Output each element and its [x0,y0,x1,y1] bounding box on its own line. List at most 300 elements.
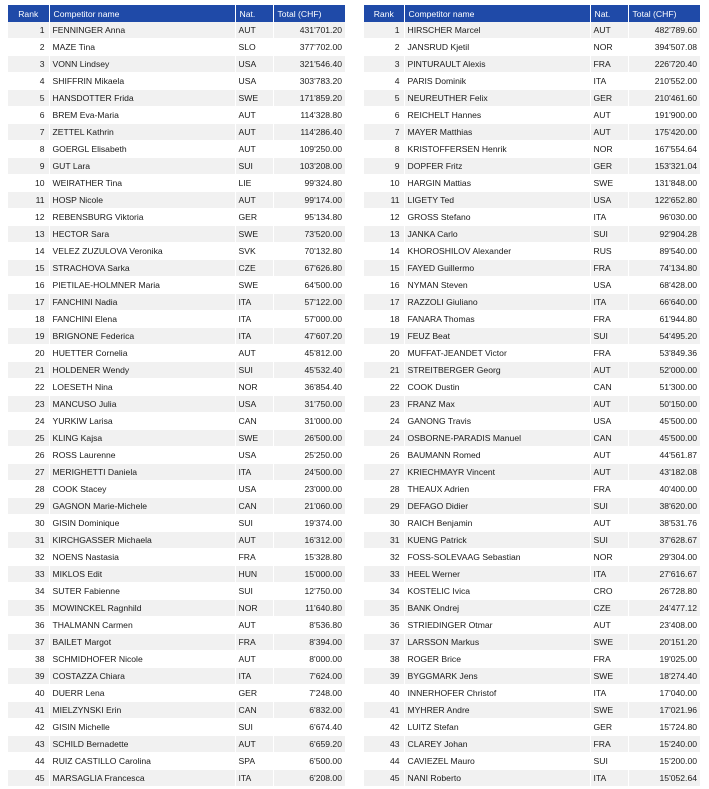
table-row [8,753,345,770]
rank-cell: 17 [8,294,49,311]
table-row [364,209,700,226]
table-row [8,702,345,719]
header-row [8,5,345,22]
total-prize-cell: 92'904.28 [628,226,700,243]
total-prize-cell: 19'025.00 [628,651,700,668]
total-prize-cell: 20'151.20 [628,634,700,651]
competitor-name-cell: NOENS Nastasia [49,549,235,566]
table-row [8,22,345,39]
rank-cell: 4 [8,73,49,90]
competitor-name-cell: ZETTEL Kathrin [49,124,235,141]
total-prize-cell: 103'208.00 [273,158,345,175]
competitor-name-cell: FOSS-SOLEVAAG Sebastian [404,549,590,566]
rank-cell: 19 [364,328,404,345]
table-row [364,192,700,209]
table-row [8,498,345,515]
total-prize-cell: 89'540.00 [628,243,700,260]
nation-cell: SWE [235,90,273,107]
table-row [364,39,700,56]
table-row [364,158,700,175]
total-header[interactable]: Total (CHF) [628,5,700,22]
nation-cell: GER [235,209,273,226]
nation-cell: FRA [590,311,628,328]
total-prize-cell: 47'607.20 [273,328,345,345]
competitor-name-cell: LIGETY Ted [404,192,590,209]
competitor-name-cell: HECTOR Sara [49,226,235,243]
rank-cell: 21 [8,362,49,379]
competitor-name-cell: GISIN Dominique [49,515,235,532]
competitor-name-header[interactable]: Competitor name [404,5,590,22]
nation-cell: CZE [235,260,273,277]
total-prize-cell: 15'000.00 [273,566,345,583]
competitor-name-cell: BAUMANN Romed [404,447,590,464]
rank-cell: 1 [364,22,404,39]
rank-cell: 45 [8,770,49,787]
nation-cell: SWE [590,702,628,719]
total-prize-cell: 70'132.80 [273,243,345,260]
table-row [8,668,345,685]
total-prize-cell: 50'150.00 [628,396,700,413]
competitor-name-cell: KIRCHGASSER Michaela [49,532,235,549]
table-row [8,396,345,413]
competitor-name-cell: DOPFER Fritz [404,158,590,175]
nation-cell: AUT [235,192,273,209]
total-prize-cell: 36'854.40 [273,379,345,396]
total-prize-cell: 45'500.00 [628,413,700,430]
table-row [8,583,345,600]
nation-cell: NOR [235,379,273,396]
rank-cell: 3 [8,56,49,73]
table-row [364,600,700,617]
table-row [364,277,700,294]
table-row [8,73,345,90]
rank-cell: 12 [364,209,404,226]
rank-cell: 41 [364,702,404,719]
competitor-name-cell: COOK Stacey [49,481,235,498]
competitor-name-cell: ROSS Laurenne [49,447,235,464]
nation-cell: RUS [590,243,628,260]
total-prize-cell: 57'000.00 [273,311,345,328]
table-row [8,413,345,430]
table-row [364,328,700,345]
nation-cell: AUT [590,124,628,141]
table-row [364,260,700,277]
rank-cell: 11 [364,192,404,209]
table-row [364,226,700,243]
rank-cell: 24 [364,430,404,447]
table-row [364,583,700,600]
table-row [8,328,345,345]
total-prize-cell: 45'500.00 [628,430,700,447]
nation-cell: CAN [590,379,628,396]
table-row [364,515,700,532]
total-prize-cell: 6'674.40 [273,719,345,736]
competitor-name-cell: JANKA Carlo [404,226,590,243]
total-prize-cell: 210'552.00 [628,73,700,90]
rank-cell: 30 [364,515,404,532]
nation-cell: SWE [235,430,273,447]
competitor-name-cell: MARSAGLIA Francesca [49,770,235,787]
nation-cell: LIE [235,175,273,192]
total-prize-cell: 99'174.00 [273,192,345,209]
rank-cell: 4 [364,73,404,90]
nation-cell: FRA [235,634,273,651]
nation-cell: USA [590,413,628,430]
competitor-name-cell: LUITZ Stefan [404,719,590,736]
total-prize-cell: 37'628.67 [628,532,700,549]
total-prize-cell: 11'640.80 [273,600,345,617]
total-prize-cell: 6'832.00 [273,702,345,719]
total-prize-cell: 95'134.80 [273,209,345,226]
rank-cell: 7 [364,124,404,141]
rank-cell: 43 [8,736,49,753]
total-prize-cell: 73'520.00 [273,226,345,243]
rank-cell: 2 [8,39,49,56]
competitor-name-cell: REBENSBURG Viktoria [49,209,235,226]
rank-cell: 41 [8,702,49,719]
nation-header[interactable]: Nat. [590,5,628,22]
competitor-name-cell: MANCUSO Julia [49,396,235,413]
rank-cell: 6 [364,107,404,124]
competitor-name-cell: COOK Dustin [404,379,590,396]
table-row [364,311,700,328]
table-row [364,175,700,192]
table-row [8,141,345,158]
nation-cell: SUI [590,498,628,515]
rank-cell: 32 [364,549,404,566]
header-row [364,5,700,22]
competitor-name-cell: MERIGHETTI Daniela [49,464,235,481]
nation-cell: AUT [235,22,273,39]
table-row [8,260,345,277]
competitor-name-cell: MYHRER Andre [404,702,590,719]
rank-cell: 15 [8,260,49,277]
competitor-name-cell: FRANZ Max [404,396,590,413]
table-row [8,719,345,736]
total-prize-cell: 23'408.00 [628,617,700,634]
competitor-name-cell: MIELZYNSKI Erin [49,702,235,719]
table-row [364,634,700,651]
total-prize-cell: 122'652.80 [628,192,700,209]
nation-header[interactable]: Nat. [235,5,273,22]
nation-cell: SLO [235,39,273,56]
table-row [8,192,345,209]
rank-cell: 6 [8,107,49,124]
nation-cell: SUI [590,328,628,345]
table-row [364,379,700,396]
rank-cell: 18 [364,311,404,328]
total-prize-cell: 24'477.12 [628,600,700,617]
table-row [8,600,345,617]
rank-cell: 10 [364,175,404,192]
total-prize-cell: 18'274.40 [628,668,700,685]
total-prize-cell: 66'640.00 [628,294,700,311]
total-prize-cell: 17'040.00 [628,685,700,702]
table-row [8,464,345,481]
rank-cell: 22 [8,379,49,396]
total-prize-cell: 6'659.20 [273,736,345,753]
competitor-name-cell: PARIS Dominik [404,73,590,90]
rank-cell: 31 [364,532,404,549]
competitor-name-cell: KOSTELIC Ivica [404,583,590,600]
total-prize-cell: 67'626.80 [273,260,345,277]
nation-cell: USA [235,56,273,73]
table-row [8,175,345,192]
rank-cell: 44 [364,753,404,770]
total-prize-cell: 6'208.00 [273,770,345,787]
rank-cell: 33 [8,566,49,583]
nation-cell: ITA [590,770,628,787]
women-ranking-table [8,5,345,787]
table-row [8,56,345,73]
total-prize-cell: 321'546.40 [273,56,345,73]
competitor-name-cell: INNERHOFER Christof [404,685,590,702]
rank-cell: 5 [8,90,49,107]
total-prize-cell: 167'554.64 [628,141,700,158]
competitor-name-cell: LOESETH Nina [49,379,235,396]
table-row [364,736,700,753]
table-row [8,379,345,396]
nation-cell: ITA [235,294,273,311]
rank-cell: 28 [8,481,49,498]
table-row [8,549,345,566]
table-row [8,226,345,243]
competitor-name-cell: HEEL Werner [404,566,590,583]
rank-cell: 20 [364,345,404,362]
nation-cell: CAN [235,498,273,515]
total-prize-cell: 74'134.80 [628,260,700,277]
nation-cell: NOR [590,39,628,56]
total-prize-cell: 226'720.40 [628,56,700,73]
rank-cell: 30 [8,515,49,532]
rank-cell: 26 [364,447,404,464]
nation-cell: AUT [590,515,628,532]
nation-cell: ITA [590,209,628,226]
rank-cell: 34 [364,583,404,600]
competitor-name-cell: BANK Ondrej [404,600,590,617]
total-prize-cell: 131'848.00 [628,175,700,192]
men-ranking-table [364,5,700,787]
competitor-name-cell: BREM Eva-Maria [49,107,235,124]
nation-cell: ITA [590,73,628,90]
nation-cell: SWE [590,668,628,685]
total-prize-cell: 54'495.20 [628,328,700,345]
total-prize-cell: 29'304.00 [628,549,700,566]
nation-cell: ITA [235,770,273,787]
competitor-name-cell: CAVIEZEL Mauro [404,753,590,770]
competitor-name-cell: SHIFFRIN Mikaela [49,73,235,90]
table-row [8,634,345,651]
table-row [364,430,700,447]
table-row [8,311,345,328]
rank-cell: 8 [8,141,49,158]
nation-cell: CRO [590,583,628,600]
competitor-name-cell: YURKIW Larisa [49,413,235,430]
competitor-name-header[interactable]: Competitor name [49,5,235,22]
nation-cell: AUT [235,345,273,362]
rank-header[interactable]: Rank [8,5,49,22]
total-prize-cell: 15'724.80 [628,719,700,736]
competitor-name-cell: FAYED Guillermo [404,260,590,277]
rank-cell: 28 [364,481,404,498]
table-row [8,158,345,175]
table-row [364,56,700,73]
competitor-name-cell: BYGGMARK Jens [404,668,590,685]
total-prize-cell: 57'122.00 [273,294,345,311]
competitor-name-cell: MUFFAT-JEANDET Victor [404,345,590,362]
rank-cell: 42 [8,719,49,736]
competitor-name-cell: ROGER Brice [404,651,590,668]
competitor-name-cell: HOLDENER Wendy [49,362,235,379]
rank-cell: 29 [8,498,49,515]
total-prize-cell: 25'250.00 [273,447,345,464]
rank-cell: 24 [364,413,404,430]
competitor-name-cell: HANSDOTTER Frida [49,90,235,107]
table-row [8,651,345,668]
competitor-name-cell: VONN Lindsey [49,56,235,73]
rank-cell: 19 [8,328,49,345]
nation-cell: AUT [235,107,273,124]
competitor-name-cell: SCHMIDHOFER Nicole [49,651,235,668]
competitor-name-cell: STREITBERGER Georg [404,362,590,379]
total-prize-cell: 43'182.08 [628,464,700,481]
table-row [364,770,700,787]
table-row [364,413,700,430]
competitor-name-cell: HUETTER Cornelia [49,345,235,362]
nation-cell: USA [235,73,273,90]
rank-cell: 38 [8,651,49,668]
total-prize-cell: 7'248.00 [273,685,345,702]
table-row [8,430,345,447]
total-prize-cell: 7'624.00 [273,668,345,685]
competitor-name-cell: KRIECHMAYR Vincent [404,464,590,481]
total-prize-cell: 27'616.67 [628,566,700,583]
table-row [364,481,700,498]
total-prize-cell: 64'500.00 [273,277,345,294]
competitor-name-cell: FANCHINI Elena [49,311,235,328]
competitor-name-cell: VELEZ ZUZULOVA Veronika [49,243,235,260]
nation-cell: AUT [590,107,628,124]
nation-cell: SUI [235,515,273,532]
nation-cell: AUT [590,396,628,413]
competitor-name-cell: HIRSCHER Marcel [404,22,590,39]
rank-header[interactable]: Rank [364,5,404,22]
competitor-name-cell: OSBORNE-PARADIS Manuel [404,430,590,447]
competitor-name-cell: STRACHOVA Sarka [49,260,235,277]
rank-cell: 36 [364,617,404,634]
rank-cell: 13 [364,226,404,243]
table-row [364,294,700,311]
table-row [364,566,700,583]
rank-cell: 5 [364,90,404,107]
rank-cell: 14 [364,243,404,260]
nation-cell: SUI [590,753,628,770]
total-prize-cell: 53'849.36 [628,345,700,362]
total-prize-cell: 61'944.80 [628,311,700,328]
competitor-name-cell: RAZZOLI Giuliano [404,294,590,311]
table-row [8,209,345,226]
rank-cell: 37 [364,634,404,651]
table-row [8,362,345,379]
nation-cell: ITA [235,668,273,685]
rank-cell: 44 [8,753,49,770]
table-row [364,549,700,566]
total-prize-cell: 16'312.00 [273,532,345,549]
nation-cell: HUN [235,566,273,583]
competitor-name-cell: PIETILAE-HOLMNER Maria [49,277,235,294]
competitor-name-cell: BRIGNONE Federica [49,328,235,345]
rank-cell: 27 [8,464,49,481]
table-row [364,22,700,39]
total-prize-cell: 96'030.00 [628,209,700,226]
table-row [8,736,345,753]
nation-cell: AUT [235,651,273,668]
nation-cell: AUT [235,617,273,634]
rank-cell: 16 [8,277,49,294]
rank-cell: 45 [364,770,404,787]
rank-cell: 3 [364,56,404,73]
total-prize-cell: 44'561.87 [628,447,700,464]
total-prize-cell: 24'500.00 [273,464,345,481]
table-row [364,651,700,668]
nation-cell: SUI [590,226,628,243]
total-prize-cell: 31'000.00 [273,413,345,430]
table-row [364,617,700,634]
competitor-name-cell: KRISTOFFERSEN Henrik [404,141,590,158]
nation-cell: CZE [590,600,628,617]
table-row [364,124,700,141]
total-prize-cell: 8'000.00 [273,651,345,668]
table-row [364,753,700,770]
nation-cell: USA [590,192,628,209]
table-row [364,668,700,685]
total-prize-cell: 21'060.00 [273,498,345,515]
total-prize-cell: 153'321.04 [628,158,700,175]
competitor-name-cell: FANARA Thomas [404,311,590,328]
table-row [364,532,700,549]
competitor-name-cell: CLAREY Johan [404,736,590,753]
rank-cell: 25 [8,430,49,447]
rank-cell: 20 [8,345,49,362]
competitor-name-cell: MIKLOS Edit [49,566,235,583]
nation-cell: SUI [235,583,273,600]
rank-cell: 8 [364,141,404,158]
total-prize-cell: 8'536.80 [273,617,345,634]
total-prize-cell: 303'783.20 [273,73,345,90]
nation-cell: AUT [590,617,628,634]
nation-cell: CAN [235,413,273,430]
competitor-name-cell: FENNINGER Anna [49,22,235,39]
total-prize-cell: 38'620.00 [628,498,700,515]
rank-cell: 15 [364,260,404,277]
nation-cell: ITA [590,566,628,583]
rank-cell: 29 [364,498,404,515]
total-prize-cell: 15'240.00 [628,736,700,753]
competitor-name-cell: FANCHINI Nadia [49,294,235,311]
nation-cell: SUI [590,532,628,549]
nation-cell: AUT [590,447,628,464]
competitor-name-cell: STRIEDINGER Otmar [404,617,590,634]
table-row [364,702,700,719]
competitor-name-cell: RUIZ CASTILLO Carolina [49,753,235,770]
competitor-name-cell: DEFAGO Didier [404,498,590,515]
nation-cell: NOR [235,600,273,617]
total-header[interactable]: Total (CHF) [273,5,345,22]
table-row [364,90,700,107]
rank-cell: 23 [364,396,404,413]
rank-cell: 9 [8,158,49,175]
total-prize-cell: 114'328.80 [273,107,345,124]
